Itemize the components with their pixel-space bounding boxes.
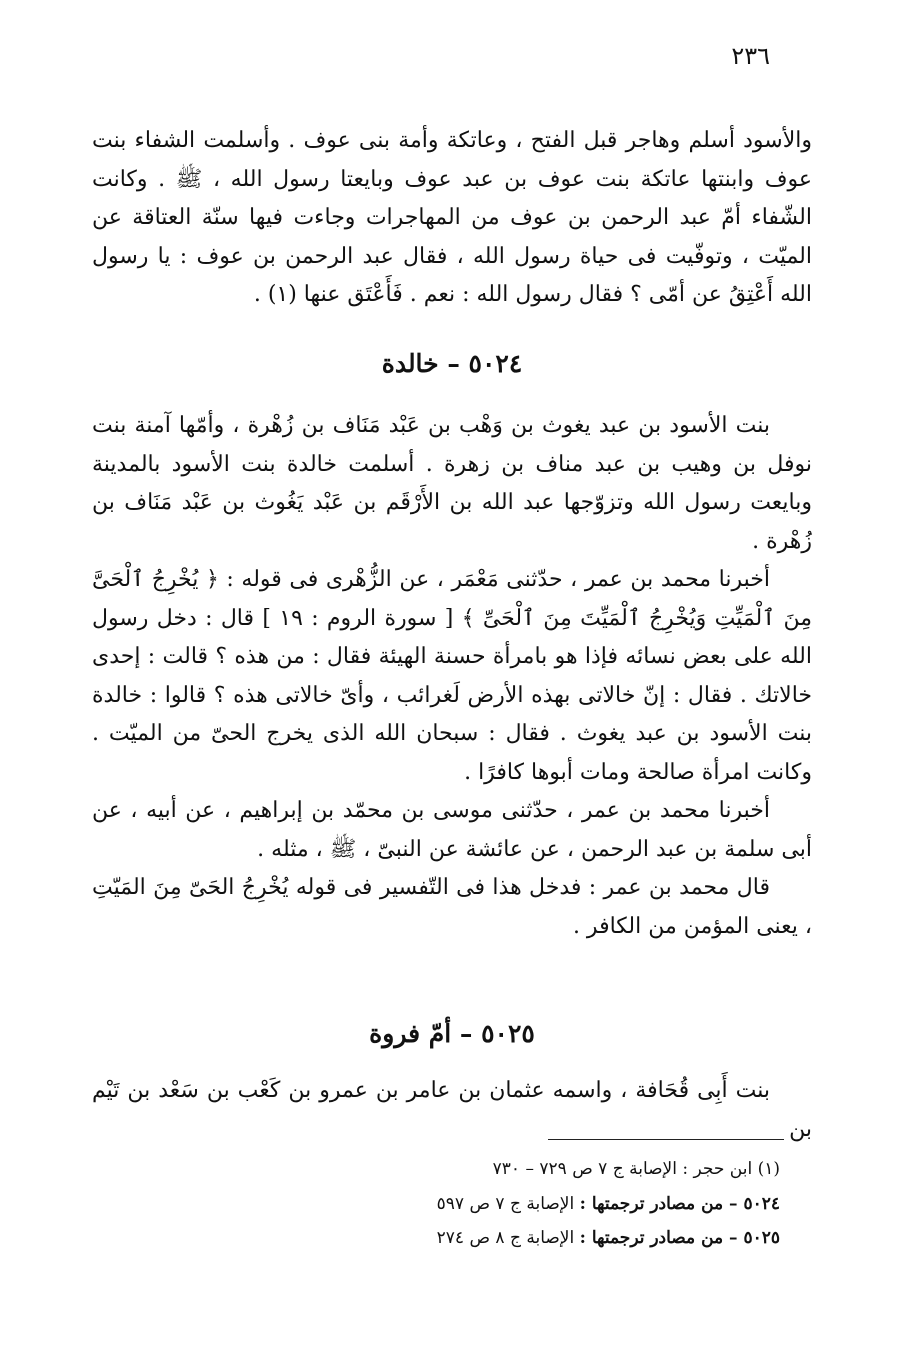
entry-heading-5024: ٥٠٢٤ – خالدة [381,349,523,378]
footnote-text: الإصابة ج ٧ ص ٥٩٧ [436,1193,580,1214]
paragraph-group-khalida [92,407,812,946]
paragraph-group-umm-farwa [92,1072,812,1149]
footnotes [300,1152,780,1256]
paragraph: بنت الأسود بن عبد يغوث بن وَهْب بن عَبْد مَنَاف بن زُهْرة ، وأمّها آمنة بنت نوفل بن وهيب بن عبد مناف بن زهرة . أسلمت خالدة بنت الأسود بالمدينة وبايعت رسول الله وتزوّجها عبد الله بن الأَرْقَم بن عَبْد يَغُوث بن عَبْد مَنَاف بن زُهْرة . [92,413,812,554]
paragraph: أخبرنا محمد بن عمر ، حدّثنى موسى بن محمّد بن إبراهيم ، عن أبيه ، عن أبى سلمة بن عبد الرحمن ، عن عائشة عن النبىّ ، ﷺ ، مثله . [92,798,812,862]
footnote [300,1187,780,1222]
footnote [300,1221,780,1256]
footnote-text: (١) ابن حجر : الإصابة ج ٧ ص ٧٢٩ – ٧٣٠ [492,1159,780,1179]
footnote-label: ٥٠٢٥ – من مصادر ترجمتها : [579,1228,780,1248]
paragraph: والأسود أسلم وهاجر قبل الفتح ، وعاتكة وأمة بنى عوف . وأسلمت الشفاء بنت عوف وابنتها عاتكة بنت عوف بن عبد عوف وبايعتا رسول الله ، ﷺ . وكانت الشّفاء أمّ عبد الرحمن بن عوف من المهاجرات وجاءت فيها سنّة العتاقة عن الميّت ، وتوفّيت فى حياة رسول الله ، فقال عبد الرحمن بن عوف : يا رسول الله أَعْتِقُ عن أمّى ؟ فقال رسول الله : نعم . فَأَعْتَق عنها (١) . [92,128,812,307]
paragraph-group-intro [92,122,812,315]
paragraph: أخبرنا محمد بن عمر ، حدّثنى مَعْمَر ، عن الزُّهْرى فى قوله : ﴿ يُخْرِجُ ٱلْحَىَّ مِنَ ٱلْمَيِّتِ وَيُخْرِجُ ٱلْمَيِّتَ مِنَ ٱلْحَىِّ ﴾ [ سورة الروم : ١٩ ] قال : دخل رسول الله على بعض نسائه فإذا هو بامرأة حسنة الهيئة فقال : من هذه ؟ قالت : إحدى خالاتك . فقال : إنّ خالاتى بهذه الأرض لَغرائب ، وأىّ خالاتى هذه ؟ قالوا : خالدة بنت الأسود بن عبد يغوث . فقال : سبحان الله الذى يخرج الحىّ من الميّت . وكانت امرأة صالحة ومات أبوها كافرًا . [92,567,812,785]
paragraph: بنت أَبِى قُحَافة ، واسمه عثمان بن عامر بن عمرو بن كَعْب بن سَعْد بن تَيْم بن [92,1078,812,1142]
footnote [300,1152,780,1187]
footnote-label: ٥٠٢٤ – من مصادر ترجمتها : [579,1193,780,1214]
footnote-divider [548,1139,784,1140]
page-number: ٢٣٦ [731,42,770,70]
entry-heading-5025: ٥٠٢٥ – أمّ فروة [369,1019,535,1048]
paragraph: قال محمد بن عمر : فدخل هذا فى التّفسير فى قوله يُخْرِجُ الحَىّ مِنَ المَيّتِ ، يعنى المؤمن من الكافر . [92,875,812,939]
footnote-text: الإصابة ج ٨ ص ٢٧٤ [436,1228,580,1248]
